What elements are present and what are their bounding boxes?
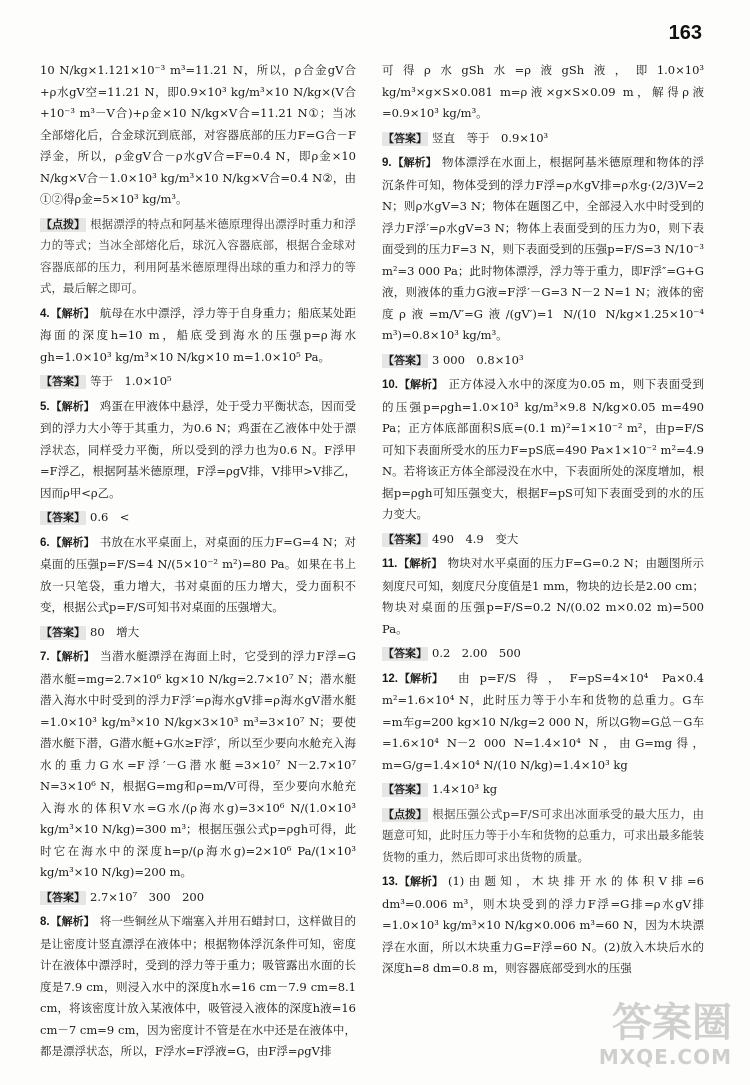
answer-label: 【答案】 — [41, 891, 85, 904]
analysis-label: 【解析】 — [392, 157, 437, 169]
analysis-label: 【解析】 — [399, 876, 443, 888]
question-number: 8. — [40, 916, 50, 928]
analysis-label: 【解析】 — [398, 558, 443, 570]
answer-label: 【答案】 — [383, 132, 427, 145]
question-number: 5. — [40, 400, 50, 413]
right-column — [382, 60, 704, 983]
watermark-text: 答案圈 — [612, 1000, 732, 1046]
question-number: 12. — [382, 672, 398, 685]
answer-label: 【答案】 — [383, 648, 427, 660]
analysis-label: 【解析】 — [50, 651, 95, 663]
answer-label: 【答案】 — [383, 354, 427, 367]
tip-label: 【点拨】 — [383, 808, 427, 821]
tip-label: 【点拨】 — [41, 218, 85, 231]
answer-label: 【答案】 — [383, 784, 427, 796]
paragraph-continuation: 10 N/kg×1.121×10⁻³ m³=11.21 N，所以，ρ合金gV合+ρ水gV空=11.21 N，即0.9×10³ kg/m³×10 N/kg×(V合+10⁻³ m³－V合)+ρ金×10 N/kg×V合=11.21 N①；当冰全部熔化后，合金球沉到底部，对容器底部的压力F=G合－F浮金，所以，ρ金gV合－ρ水gV合=F=0.4 N，即ρ金×10 N/kg×V合－1.0×10³ kg/m³×10 N/kg×V合=0.4 N②，由①②得ρ金=5×10³ kg/m³。 — [40, 63, 356, 206]
question-11-answer: 【答案】 0.2 2.00 500 — [383, 646, 521, 660]
watermark-logo — [572, 1001, 732, 1073]
question-4-analysis: 4.【解析】 航母在水中漂浮，浮力等于自身重力；船底某处距海面的深度h=10 m，船底受到海水的压强p=ρ海水gh=1.0×10³ kg/m³×10 N/kg×10 m=1.0×10⁵ Pa。 — [40, 305, 356, 364]
paragraph-continuation: 可得ρ水gSh水=ρ液gSh液，即1.0×10³ kg/m³×g×S×0.081 m=ρ液×g×S×0.09 m，解得ρ液=0.9×10³ kg/m³。 — [382, 63, 704, 120]
analysis-label: 【解析】 — [399, 672, 443, 685]
question-11-analysis: 11.【解析】 物块对水平桌面的压力F=G=0.2 N；由题图所示刻度尺可知，刻度尺分度值是1 mm，物块的边长是2.00 cm；物块对桌面的压强p=F/S=0.2 N/(0.02 m×0.02 m)=500 Pa。 — [382, 556, 704, 636]
question-number: 4. — [40, 307, 50, 320]
question-6-analysis: 6.【解析】 书放在水平桌面上，对桌面的压力F=G=4 N；对桌面的压强p=F/S=4 N/(5×10⁻² m²)=80 Pa。如果在书上放一只笔袋，重力增大，书对桌面的压力增大，受力面积不变，根据公式p=F/S可知书对桌面的压强增大。 — [40, 534, 356, 614]
question-number: 11. — [382, 558, 398, 570]
answer-label: 【答案】 — [41, 626, 85, 639]
question-9-answer: 【答案】 3 000 0.8×10³ — [383, 352, 524, 367]
question-10-answer: 【答案】 490 4.9 变大 — [383, 531, 519, 546]
answer-label: 【答案】 — [41, 512, 85, 524]
question-8-answer: 【答案】 竖直 等于 0.9×10³ — [383, 130, 549, 145]
analysis-label: 【解析】 — [399, 379, 443, 391]
answer-label: 【答案】 — [383, 533, 427, 546]
left-column — [40, 60, 356, 1066]
question-5-analysis: 5.【解析】 鸡蛋在甲液体中悬浮，处于受力平衡状态，因而受到的浮力大小等于其重力，为0.6 N；鸡蛋在乙液体中处于漂浮状态，同样受力平衡，所以受到的浮力也为0.6 N。F浮甲=F浮乙，根据阿基米德原理，F浮=ρgV排，V排甲>V排乙，因而ρ甲<ρ乙。 — [40, 398, 356, 500]
question-number: 13. — [382, 876, 398, 888]
answer-label: 【答案】 — [41, 376, 85, 388]
tip-paragraph: 【点拨】 根据压强公式p=F/S可求出冰面承受的最大压力，由题意可知，此时压力等于小车和货物的总重力，可求出最多能装货物的重力，然后即可求出货物的质量。 — [382, 806, 704, 864]
tip-paragraph: 【点拨】 根据漂浮的特点和阿基米德原理得出漂浮时重力和浮力的等式；当冰全部熔化后，球沉入容器底部，根据合金球对容器底部的压力，利用阿基米德原理得出球的重力和浮力的等式，最后解之即可。 — [40, 216, 356, 295]
analysis-label: 【解析】 — [50, 307, 95, 320]
question-12-analysis: 12.【解析】 由p=F/S得，F=pS=4×10⁴ Pa×0.4 m²=1.6×10⁴ N，此时压力等于小车和货物的总重力。G车=m车g=200 kg×10 N/kg=2 000 N，所以G物=G总－G车=1.6×10⁴ N－2 000 N=1.4×10⁴ N，由G=mg得，m=G/g=1.4×10⁴ N/(10 N/kg)=1.4×10³ kg — [382, 670, 704, 772]
question-5-answer: 【答案】 0.6 < — [41, 510, 130, 524]
analysis-label: 【解析】 — [50, 400, 95, 413]
watermark-url: MXQE.COM — [598, 1045, 732, 1069]
question-13-analysis: 13.【解析】 (1)由题知，木块排开水的体积V排=6 dm³=0.006 m³，则木块受到的浮力F浮=G排=ρ水gV排=1.0×10³ kg/m³×10 N/kg×0.006 m³=60 N，因为木块漂浮在水面，所以木块重力G=F浮=60 N。(2)放入木块后水的深度h=8 dm=0.8 m，则容器底部受到水的压强 — [382, 874, 704, 975]
question-7-answer: 【答案】 2.7×10⁷ 300 200 — [41, 889, 205, 904]
question-number: 6. — [40, 536, 50, 549]
question-number: 10. — [382, 379, 398, 391]
page-number: 163 — [668, 22, 702, 44]
question-6-answer: 【答案】 80 增大 — [41, 624, 140, 639]
analysis-label: 【解析】 — [50, 536, 95, 549]
question-8-analysis: 8.【解析】 将一些铜丝从下端塞入并用石蜡封口，这样做目的是让密度计竖直漂浮在液体中；根据物体浮沉条件可知，密度计在液体中漂浮时，受到的浮力等于重力；吸管露出水面的长度是7.9 cm，则浸入水中的深度h水=16 cm－7.9 cm=8.1 cm，将该密度计放入某液体中，吸管浸入液体的深度h液=16 cm－7 cm=9 cm，因为密度计不管是在水中还是在液体中，都是漂浮状态，所以，F浮水=F浮液=G，由F浮=ρgV排 — [40, 914, 356, 1058]
question-9-analysis: 9.【解析】 物体漂浮在水面上，根据阿基米德原理和物体的浮沉条件可知，物体受到的浮力F浮=ρ水gV排=ρ水g·(2/3)V=2 N；则ρ水gV=3 N；物体在题图乙中，全部浸入水中时受到的浮力F浮′=ρ水gV=3 N；物体上表面受到的压力为0，则下表面受到的压力F=3 N，则下表面受到的压强p=F/S=3 N/10⁻³ m²=3 000 Pa；此时物体漂浮，浮力等于重力，即F浮″=G+G液，则液体的重力G液=F浮′－G=3 N－2 N=1 N；液体的密度ρ液=m/V′=G液/(gV′)=1 N/(10 N/kg×1.25×10⁻⁴ m³)=0.8×10³ kg/m³。 — [382, 155, 704, 342]
question-7-analysis: 7.【解析】 当潜水艇漂浮在海面上时，它受到的浮力F浮=G潜水艇=mg=2.7×10⁶ kg×10 N/kg=2.7×10⁷ N；潜水艇潜入海水中时受到的浮力F浮′=ρ海水gV排=ρ海水gV潜水艇=1.0×10³ kg/m³×10 N/kg×3×10³ m³=3×10⁷ N；要使潜水艇下潜，G潜水艇+G水≥F浮′，所以至少要向水舱充入海水的重力G水=F浮′－G潜水艇=3×10⁷ N－2.7×10⁷ N=3×10⁶ N，根据G=mg和ρ=m/V可得，至少要向水舱充入海水的体积V水=G水/(ρ海水g)=3×10⁶ N/(1.0×10³ kg/m³×10 N/kg)=300 m³；根据压强公式p=ρgh可得，此时它在海水中的深度h=p/(ρ海水g)=2×10⁶ Pa/(1×10³ kg/m³×10 N/kg)=200 m。 — [40, 649, 356, 879]
question-number: 7. — [40, 651, 50, 663]
question-number: 9. — [382, 157, 392, 169]
question-12-answer: 【答案】 1.4×10³ kg — [383, 782, 498, 796]
analysis-label: 【解析】 — [50, 916, 95, 928]
question-4-answer: 【答案】 等于 1.0×10⁵ — [41, 374, 172, 388]
question-10-analysis: 10.【解析】 正方体浸入水中的深度为0.05 m，则下表面受到的压强p=ρgh=1.0×10³ kg/m³×9.8 N/kg×0.05 m=490 Pa；正方体底部面积S底=(0.1 m)²=1×10⁻² m²，由p=F/S可知下表面所受水的压力F=pS底=490 Pa×1×10⁻² m²=4.9 N。若将该正方体全部浸没在水中，下表面所处的深度增加，根据p=ρgh可知压强变大，根据F=pS可知下表面受到的水的压力变大。 — [382, 377, 704, 521]
